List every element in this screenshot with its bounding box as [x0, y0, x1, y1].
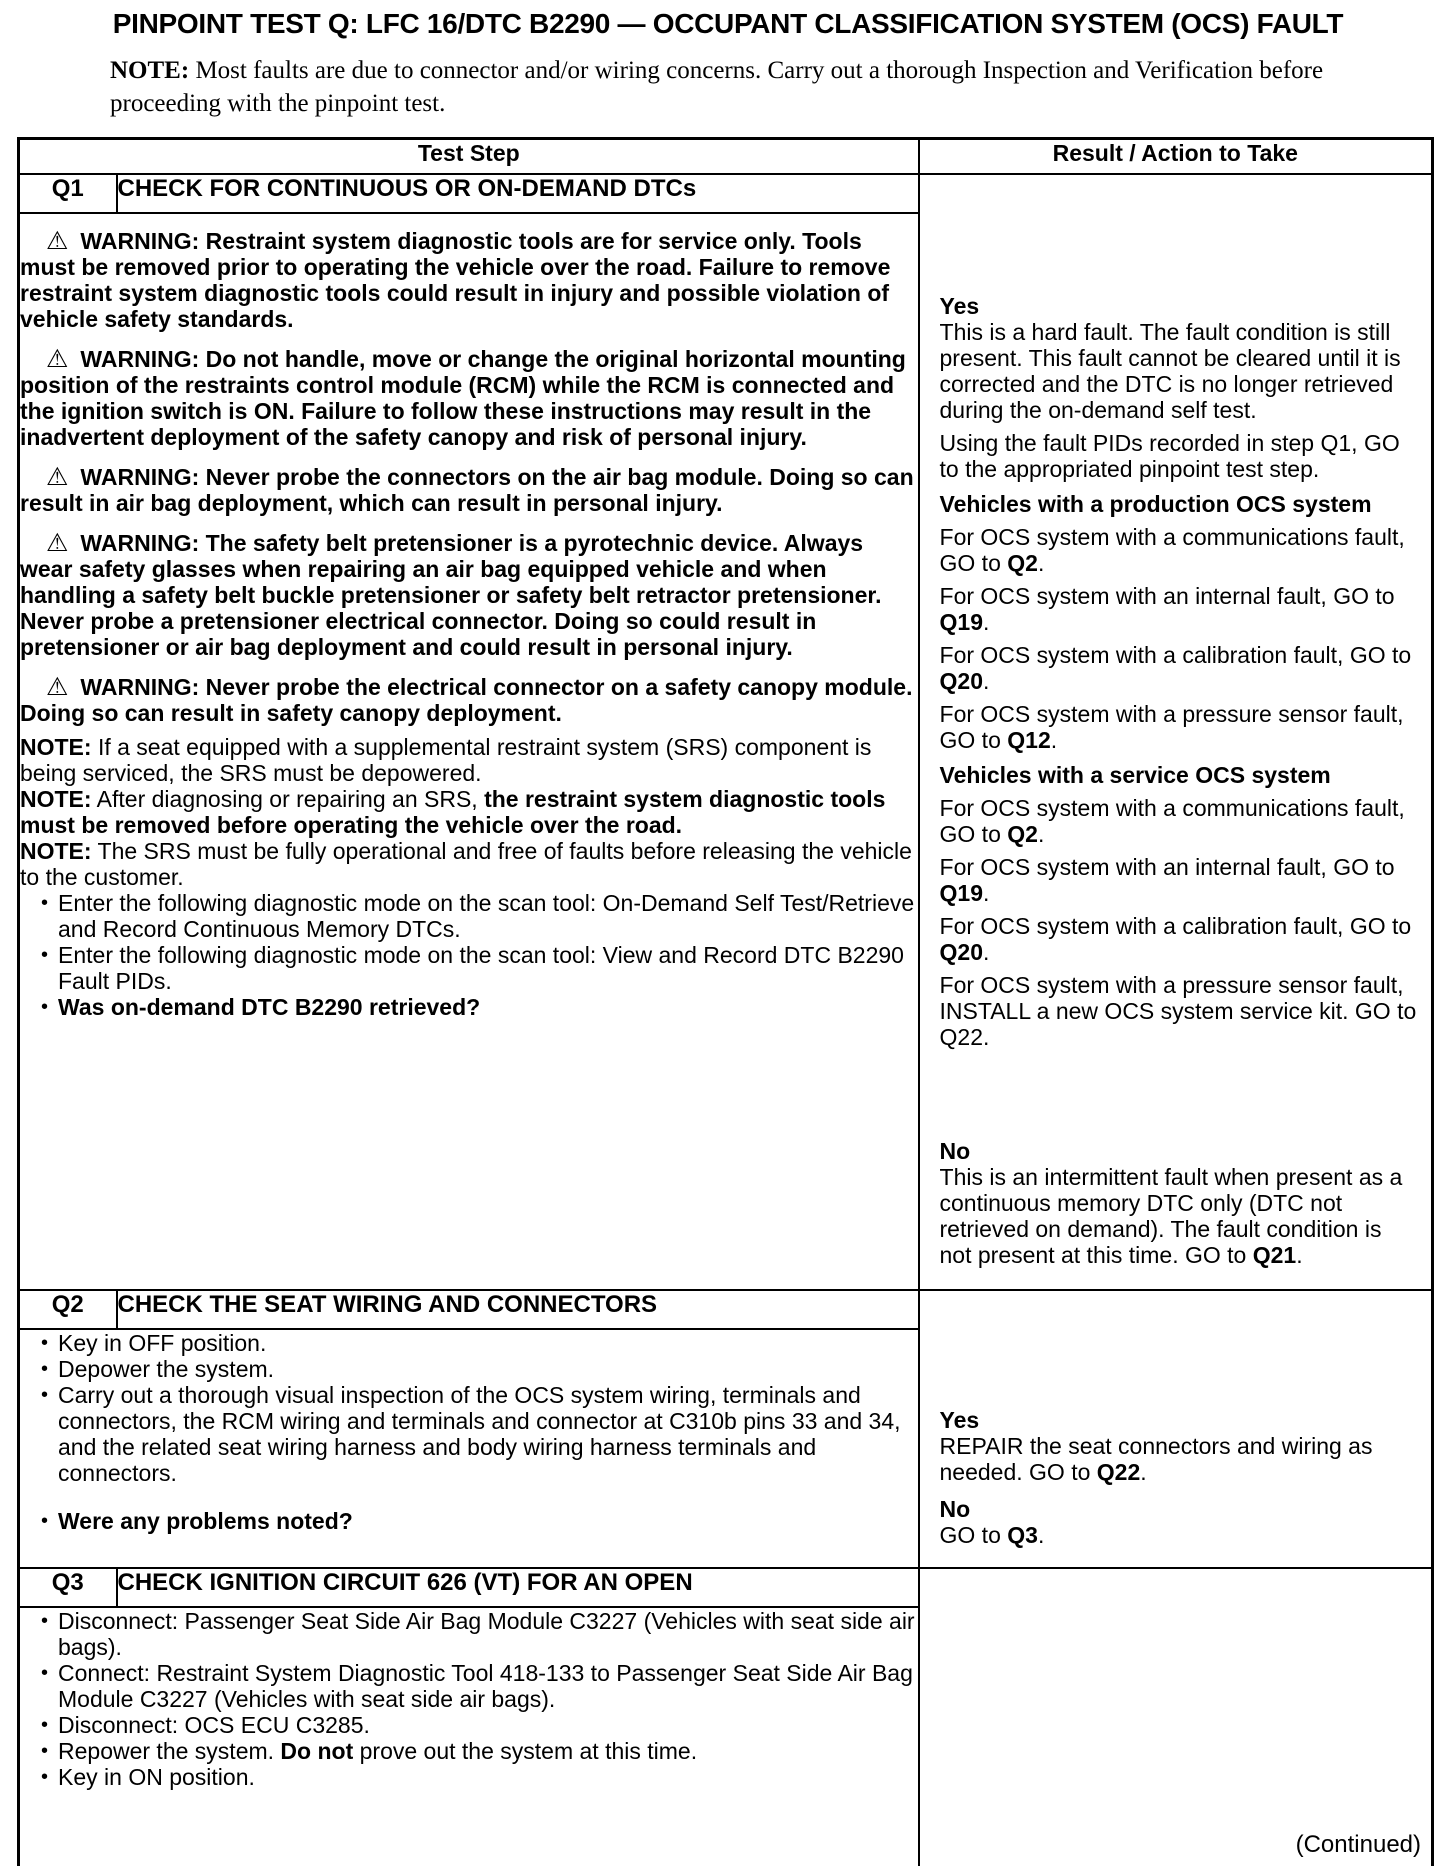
para-block	[940, 795, 1420, 847]
text-segment: .	[983, 668, 990, 694]
note-block	[20, 838, 918, 890]
text-segment: prove out the system at this time.	[353, 1738, 698, 1764]
bullet-icon: •	[41, 1384, 49, 1406]
bullet-icon: •	[41, 1510, 49, 1532]
note-text: Most faults are due to connector and/or wiring concerns. Carry out a thorough Inspection and Verification before proceeding with the pinpoint test.	[110, 57, 1324, 117]
pinpoint-test-table	[17, 137, 1434, 1866]
text-segment: Q20	[939, 939, 983, 965]
warning-triangle-icon: ⚠	[46, 226, 69, 255]
text-segment: .	[1037, 550, 1045, 576]
bullet-item	[20, 1712, 918, 1738]
para-block	[940, 1433, 1420, 1485]
bullet-icon: •	[41, 1662, 49, 1684]
step-id-cell: Q2	[19, 1290, 117, 1329]
bullet-text	[58, 942, 918, 994]
text-segment: For OCS system with a pressure sensor fault, INSTALL a new OCS system service kit. GO to Q22.	[939, 972, 1417, 1050]
para-block	[940, 972, 1420, 1050]
bullet-item	[20, 1508, 918, 1534]
bullet-text	[58, 1660, 918, 1712]
para-block	[940, 701, 1420, 753]
bullet-item	[20, 1608, 918, 1660]
step-content-cell	[19, 1329, 919, 1568]
bullet-icon: •	[41, 1358, 49, 1380]
para-block	[940, 430, 1420, 482]
column-header-test-step: Test Step	[19, 139, 919, 175]
bullet-item	[20, 994, 918, 1020]
text-segment: Key in OFF position.	[58, 1330, 267, 1356]
text-segment: NOTE:	[20, 786, 92, 812]
step-title-cell: CHECK THE SEAT WIRING AND CONNECTORS	[117, 1290, 919, 1329]
bullet-icon: •	[41, 1610, 49, 1632]
bullet-item	[20, 1356, 918, 1382]
text-segment: GO to	[939, 1522, 1008, 1548]
bullet-item	[20, 1738, 918, 1764]
para-block	[940, 913, 1420, 965]
text-segment: Connect: Restraint System Diagnostic Tool 418-133 to Passenger Seat Side Air Bag Module C3227 (Vehicles with seat side air bags).	[58, 1660, 913, 1712]
note-block	[20, 734, 918, 786]
bullet-text	[58, 890, 918, 942]
note-label: NOTE:	[110, 57, 190, 84]
text-segment: After diagnosing or repairing an SRS,	[91, 786, 485, 812]
text-segment: WARNING: The safety belt pretensioner is a pyrotechnic device. Always wear safety glasses when repairing an air bag equipped vehicle and when handling a safety belt buckle pretensioner or safety belt retractor pretensioner. Never probe a pretensioner electrical connector. Doing so could result in pretensioner or air bag deployment and could result in personal injury.	[20, 530, 882, 660]
answer-block	[940, 1496, 1420, 1522]
bullet-text	[58, 1738, 918, 1764]
warning-block	[20, 464, 918, 516]
para-block	[940, 583, 1420, 635]
step-result-cell	[919, 174, 1433, 1290]
subhead-block	[940, 491, 1420, 517]
bullet-text	[58, 1764, 918, 1790]
answer-block	[940, 293, 1420, 319]
text-segment: Q2	[1007, 550, 1038, 576]
text-segment: For OCS system with a pressure sensor fault, GO to	[939, 701, 1404, 753]
text-segment: .	[983, 939, 990, 965]
text-segment: This is a hard fault. The fault condition is still present. This fault cannot be cleared until it is corrected and the DTC is no longer retrieved during the on-demand self test.	[939, 319, 1401, 423]
step-content-cell	[19, 1607, 919, 1866]
text-segment: Q12	[1007, 727, 1051, 753]
text-segment: If a seat equipped with a supplemental restraint system (SRS) component is being serviced, the SRS must be depowered.	[20, 734, 872, 786]
text-segment: Q21	[1252, 1242, 1297, 1268]
para-block	[940, 1522, 1420, 1548]
text-segment: For OCS system with a communications fault, GO to	[939, 524, 1405, 576]
text-segment: For OCS system with an internal fault, GO to	[939, 583, 1395, 609]
warning-triangle-icon: ⚠	[46, 462, 69, 491]
text-segment: .	[1140, 1459, 1147, 1485]
bullet-icon: •	[41, 892, 49, 914]
text-segment: Vehicles with a production OCS system	[939, 491, 1372, 517]
warning-block	[20, 674, 918, 726]
text-segment: Using the fault PIDs recorded in step Q1, GO to the appropriated pinpoint test step.	[939, 430, 1400, 482]
text-segment: Carry out a thorough visual inspection of the OCS system wiring, terminals and connectors, the RCM wiring and terminals and connector at C310b pins 33 and 34, and the related seat wiring harness and body wiring harness terminals and connectors.	[58, 1382, 901, 1486]
text-segment: .	[1037, 1522, 1045, 1548]
result-blocks	[920, 1291, 1432, 1567]
step-title-cell: CHECK IGNITION CIRCUIT 626 (VT) FOR AN OPEN	[117, 1568, 919, 1607]
text-segment: REPAIR the seat connectors and wiring as needed. GO to	[939, 1433, 1373, 1485]
bullet-item	[20, 1764, 918, 1790]
bullet-text	[58, 994, 918, 1020]
text-segment: For OCS system with a calibration fault, GO to	[939, 913, 1412, 939]
text-segment: Disconnect: OCS ECU C3285.	[58, 1712, 370, 1738]
text-segment: Repower the system.	[58, 1738, 281, 1764]
bullet-icon: •	[41, 996, 49, 1018]
step-q2-title-row	[19, 1290, 1433, 1329]
text-segment: Yes	[939, 1407, 980, 1433]
step-id-cell: Q1	[19, 174, 117, 213]
subhead-block	[940, 762, 1420, 788]
column-header-result: Result / Action to Take	[919, 139, 1433, 175]
bullet-text	[58, 1356, 918, 1382]
page-title: PINPOINT TEST Q: LFC 16/DTC B2290 — OCCUPANT CLASSIFICATION SYSTEM (OCS) FAULT	[112, 8, 1344, 39]
text-segment: Key in ON position.	[58, 1764, 255, 1790]
text-segment: No	[939, 1138, 971, 1164]
text-segment: For OCS system with a communications fault, GO to	[939, 795, 1405, 847]
warning-block	[20, 346, 918, 450]
result-blocks	[920, 175, 1432, 1289]
text-segment: Yes	[939, 293, 980, 319]
text-segment: For OCS system with a calibration fault, GO to	[939, 642, 1412, 668]
warning-triangle-icon: ⚠	[46, 528, 69, 557]
text-segment: Disconnect: Passenger Seat Side Air Bag Module C3227 (Vehicles with seat side air bags).	[58, 1608, 915, 1660]
text-segment: Q19	[939, 880, 983, 906]
text-segment: Vehicles with a service OCS system	[939, 762, 1331, 788]
text-segment: The SRS must be fully operational and free of faults before releasing the vehicle to the customer.	[20, 838, 912, 890]
para-block	[940, 1164, 1420, 1268]
text-segment: Q20	[939, 668, 983, 694]
step-q1-title-row	[19, 174, 1433, 213]
continued-label: (Continued)	[1295, 1831, 1422, 1858]
text-segment: Q2	[1007, 821, 1038, 847]
bullet-text	[58, 1712, 918, 1738]
note-block	[20, 786, 918, 838]
warning-block	[20, 530, 918, 660]
text-segment: Do not	[280, 1738, 354, 1764]
bullet-text	[58, 1508, 918, 1534]
bullet-icon: •	[41, 1740, 49, 1762]
text-segment: This is an intermittent fault when present as a continuous memory DTC only (DTC not retrieved on demand). The fault condition is not present at this time. GO to	[939, 1164, 1403, 1268]
bullet-icon: •	[41, 1766, 49, 1788]
text-segment: NOTE:	[20, 838, 92, 864]
step-title-cell: CHECK FOR CONTINUOUS OR ON-DEMAND DTCs	[117, 174, 919, 213]
step-id-cell: Q3	[19, 1568, 117, 1607]
bullet-item	[20, 1330, 918, 1356]
text-segment: Enter the following diagnostic mode on the scan tool: On-Demand Self Test/Retrieve and Record Continuous Memory DTCs.	[58, 890, 915, 942]
text-segment: Q22	[1096, 1459, 1141, 1485]
text-segment: NOTE:	[20, 734, 92, 760]
page-note	[110, 54, 1326, 120]
text-segment: WARNING: Restraint system diagnostic tools are for service only. Tools must be removed prior to operating the vehicle over the road. Failure to remove restraint system diagnostic tools could result in injury and possible violation of vehicle safety standards.	[20, 228, 891, 332]
text-segment: Enter the following diagnostic mode on the scan tool: View and Record DTC B2290 Fault PIDs.	[58, 942, 904, 994]
text-segment: No	[939, 1496, 971, 1522]
text-segment: .	[983, 609, 990, 635]
text-segment: .	[1037, 821, 1045, 847]
text-segment: .	[1050, 727, 1058, 753]
step-result-cell	[919, 1568, 1433, 1866]
text-segment: WARNING: Do not handle, move or change the original horizontal mounting position of the restraints control module (RCM) while the RCM is connected and the ignition switch is ON. Failure to follow these instructions may result in the inadvertent deployment of the safety canopy and risk of personal injury.	[20, 346, 906, 450]
text-segment: WARNING: Never probe the connectors on the air bag module. Doing so can result in air bag deployment, which can result in personal injury.	[20, 464, 914, 516]
text-segment: the restraint system diagnostic tools must be removed before operating the vehicle over the road.	[20, 786, 886, 838]
text-segment: Q19	[939, 609, 983, 635]
text-segment: .	[983, 880, 990, 906]
text-segment: .	[1296, 1242, 1303, 1268]
warning-triangle-icon: ⚠	[46, 344, 69, 373]
text-segment: Q3	[1007, 1522, 1038, 1548]
para-block	[940, 524, 1420, 576]
bullet-text	[58, 1608, 918, 1660]
result-blocks	[920, 1569, 1432, 1866]
bullet-icon: •	[41, 944, 49, 966]
para-block	[940, 642, 1420, 694]
answer-block	[940, 1138, 1420, 1164]
text-segment: Were any problems noted?	[58, 1508, 353, 1534]
step-q3-title-row	[19, 1568, 1433, 1607]
text-segment: Was on-demand DTC B2290 retrieved?	[58, 994, 481, 1020]
step-content-cell	[19, 213, 919, 1290]
bullet-text	[58, 1330, 918, 1356]
bullet-item	[20, 1382, 918, 1486]
answer-block	[940, 1407, 1420, 1433]
step-result-cell	[919, 1290, 1433, 1568]
warning-triangle-icon: ⚠	[46, 672, 69, 701]
bullet-icon: •	[41, 1332, 49, 1354]
bullet-item	[20, 1660, 918, 1712]
table-header-row	[19, 139, 1433, 175]
bullet-text	[58, 1382, 918, 1486]
bullet-item	[20, 942, 918, 994]
text-segment: WARNING: Never probe the electrical connector on a safety canopy module. Doing so can result in safety canopy deployment.	[20, 674, 913, 726]
text-segment: Depower the system.	[58, 1356, 275, 1382]
warning-block	[20, 228, 918, 332]
para-block	[940, 854, 1420, 906]
bullet-icon: •	[41, 1714, 49, 1736]
para-block	[940, 319, 1420, 423]
bullet-item	[20, 890, 918, 942]
text-segment: For OCS system with an internal fault, GO to	[939, 854, 1395, 880]
